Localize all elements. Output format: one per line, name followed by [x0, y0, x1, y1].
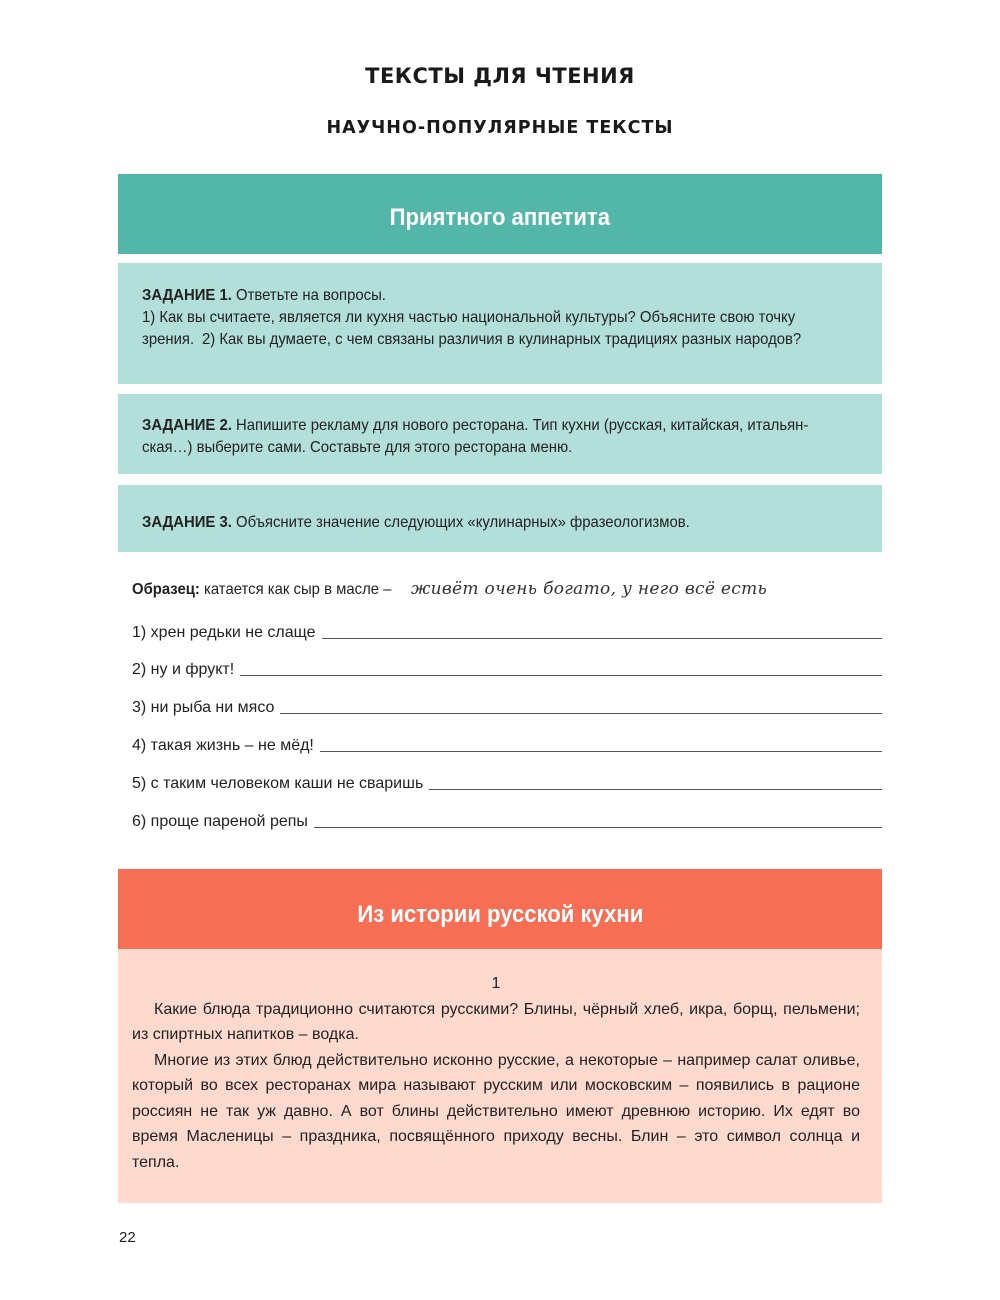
- task-1-question-cont: зрения.: [142, 331, 195, 348]
- phrase-text: 3) ни рыба ни мясо: [132, 699, 275, 716]
- task-3-header: [142, 512, 690, 534]
- phrase-row: [132, 657, 882, 679]
- task-2-header: [142, 415, 808, 437]
- sample-prompt: [132, 581, 391, 599]
- page-number: 22: [119, 1229, 136, 1246]
- sample-phrase: катается как сыр в масле –: [199, 581, 392, 598]
- phrase-text: 2) ну и фрукт!: [132, 661, 235, 678]
- page-subtitle: НАУЧНО-ПОПУЛЯРНЫЕ ТЕКСТЫ: [326, 118, 674, 138]
- section-heading-text: Из истории русской кухни: [357, 901, 643, 928]
- sample-label: Образец:: [132, 581, 200, 598]
- phrase-row: [132, 695, 882, 717]
- task-box-2: [118, 394, 882, 474]
- history-text-box: [118, 949, 882, 1203]
- phrase-row: [132, 771, 882, 793]
- answer-blank-line[interactable]: [314, 811, 882, 828]
- task-intro: Объясните значение следующих «кулинарных» фразеологизмов.: [231, 514, 690, 531]
- answer-blank-line[interactable]: [240, 659, 882, 676]
- sample-answer: живёт очень богато, у него всё есть: [410, 579, 768, 599]
- phrase-row: [132, 620, 882, 642]
- phrase-text: 4) такая жизнь – не мёд!: [132, 737, 314, 754]
- history-paragraph: Многие из этих блюд действительно исконно русские, а некоторые – например салат оливье, который во всех ресторанах мира называют русским или московским – появились в рационе россиян не так уж давно. А вот блины действительно имеют древнюю историю. Их едят во время Масленицы – праздника, посвящённого приходу весны. Блин – это символ солнца и тепла.: [132, 1051, 860, 1171]
- phrase-text: 1) хрен редьки не слаще: [132, 624, 316, 641]
- paragraph-number: 1: [491, 975, 501, 992]
- task-intro: Ответьте на вопросы.: [231, 287, 386, 304]
- task-2-text: ская…) выберите сами. Составьте для этого ресторана меню.: [142, 439, 573, 456]
- task-label: ЗАДАНИЕ 1.: [142, 287, 232, 304]
- section-heading-text: Приятного аппетита: [389, 204, 611, 231]
- sample-example: [132, 579, 767, 599]
- task-label: ЗАДАНИЕ 2.: [142, 417, 232, 434]
- phrase-text: 6) проще пареной репы: [132, 813, 308, 830]
- task-1-question: 2) Как вы думаете, с чем связаны различия в кулинарных традициях разных народов?: [202, 331, 802, 348]
- task-box-3: [118, 485, 882, 552]
- phrase-text: 5) с таким человеком каши не сваришь: [132, 775, 424, 792]
- task-intro: Напишите рекламу для нового ресторана. Тип кухни (русская, китайская, итальян-: [231, 417, 809, 434]
- section-heading-history: [118, 869, 882, 949]
- phrase-row: [132, 733, 882, 755]
- task-box-1: [118, 263, 882, 384]
- page-title: ТЕКСТЫ ДЛЯ ЧТЕНИЯ: [365, 64, 635, 88]
- phrase-row: [132, 809, 882, 831]
- task-1-question: 1) Как вы считаете, является ли кухня частью национальной культуры? Объясните свою точку: [142, 309, 796, 326]
- answer-blank-line[interactable]: [429, 773, 882, 790]
- history-paragraph: Какие блюда традиционно считаются русскими? Блины, чёрный хлеб, икра, борщ, пельмени; из спиртных напитков – водка.: [132, 1000, 860, 1043]
- answer-blank-line[interactable]: [280, 697, 882, 714]
- task-1-header: [142, 285, 386, 307]
- task-label: ЗАДАНИЕ 3.: [142, 514, 232, 531]
- answer-blank-line[interactable]: [322, 622, 882, 639]
- section-heading-appetite: [118, 174, 882, 254]
- answer-blank-line[interactable]: [320, 735, 882, 752]
